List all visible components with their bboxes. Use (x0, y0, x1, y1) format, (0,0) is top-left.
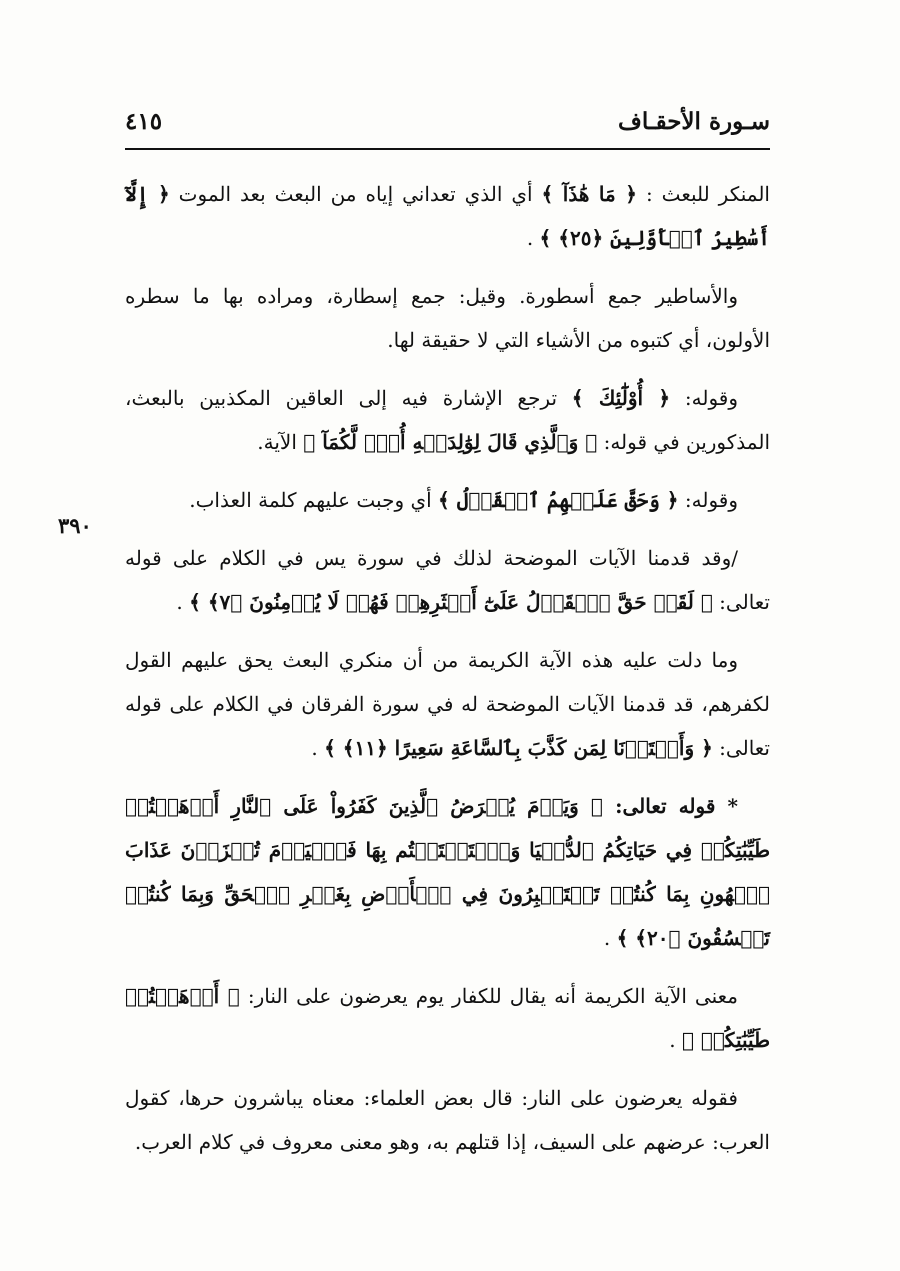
quran-quote: ﴿ وَٱلَّذِي قَالَ لِوَٰلِدَيۡهِ أُفّٖ لَّكُمَآ ﴾ (303, 430, 598, 454)
text-segment: وما دلت عليه هذه الآية الكريمة من أن منكري البعث يحق عليهم القول لكفرهم، قد قدمنا الآيات الموضحة له في سورة الفرقان في الكلام على قوله تعالى: (125, 648, 770, 760)
text-segment: . (176, 590, 190, 614)
text-segment: الآية. (257, 430, 304, 454)
text-segment: أي وجبت عليهم كلمة العذاب. (189, 488, 439, 512)
quran-quote: ﴿ وَحَقَّ عَلَيۡهِمُ ٱلۡقَوۡلُ ﴾ (438, 488, 679, 512)
text-segment: . (603, 926, 617, 950)
paragraph-3 (125, 376, 770, 464)
quran-quote: ﴿ وَيَوۡمَ يُعۡرَضُ ٱلَّذِينَ كَفَرُواْ عَلَى ٱلنَّارِ أَذۡهَبۡتُمۡ طَيِّبَٰتِكُمۡ فِي حَيَاتِكُمُ ٱلدُّنۡيَا وَٱسۡتَمۡتَعۡتُم بِهَا فَٱلۡيَوۡمَ تُجۡزَوۡنَ عَذَابَ ٱلۡهُونِ بِمَا كُنتُمۡ تَسۡتَكۡبِرُونَ فِي ٱلۡأَرۡضِ بِغَيۡرِ ٱلۡحَقِّ وَبِمَا كُنتُمۡ تَفۡسُقُونَ ﴿٢٠﴾ ﴾ (125, 794, 770, 950)
paragraph-8 (125, 974, 770, 1062)
quran-quote: ﴿ إِلَّآ أَسَٰطِيرُ ٱلۡأَوَّلِينَ ﴿٢٥﴾ ﴾ (125, 182, 770, 250)
quran-quote: ﴿ أُوْلَٰٓئِكَ ﴾ (571, 386, 671, 410)
header-rule (125, 148, 770, 150)
text-segment: أي الذي تعداني إياه من البعث بعد الموت (169, 182, 542, 206)
text-segment: والأساطير جمع أسطورة. وقيل: جمع إسطارة، ومراده بها ما سطره الأولون، أي كتبوه من الأشياء التي لا حقيقة لها. (125, 284, 770, 352)
text-segment: وقوله: (678, 488, 738, 512)
page-number: ٤١٥ (125, 108, 163, 135)
text-segment: . (526, 226, 540, 250)
surah-title: سـورة الأحقـاف (617, 108, 770, 135)
text-segment: معنى الآية الكريمة أنه يقال للكفار يوم يعرضون على النار: (239, 984, 738, 1008)
quran-quote: ﴿ أَذۡهَبۡتُمۡ طَيِّبَٰتِكُمۡ ﴾ (125, 984, 770, 1052)
paragraph-9 (125, 1076, 770, 1164)
paragraph-1 (125, 172, 770, 260)
margin-page-reference: ٣٩٠ (58, 513, 92, 538)
text-segment: وقوله: (670, 386, 739, 410)
verse-heading: * قوله تعالى: (602, 794, 739, 818)
page-body (125, 172, 770, 1178)
quran-quote: ﴿ وَأَعۡتَدۡنَا لِمَن كَذَّبَ بِٱلسَّاعَةِ سَعِيرًا ﴿١١﴾ ﴾ (324, 736, 713, 760)
paragraph-6 (125, 638, 770, 770)
text-segment: المنكر للبعث : (637, 182, 770, 206)
quran-quote: ﴿ مَا هَٰذَآ ﴾ (541, 182, 638, 206)
text-segment: . (669, 1028, 682, 1052)
text-segment: فقوله يعرضون على النار: قال بعض العلماء: معناه يباشرون حرها، كقول العرب: عرضهم على السيف، إذا قتلهم به، وهو معنى معروف في كلام العرب. (125, 1086, 770, 1154)
text-segment: /وقد قدمنا الآيات الموضحة لذلك في سورة يس في الكلام على قوله تعالى: (125, 546, 770, 614)
paragraph-5 (125, 536, 770, 624)
paragraph-2 (125, 274, 770, 362)
text-segment: ترجع الإشارة فيه إلى العاقين المكذبين بالبعث، المذكورين في قوله: (125, 386, 770, 454)
paragraph-4 (125, 478, 770, 522)
text-segment: . (311, 736, 325, 760)
quran-quote: ﴿ لَقَدۡ حَقَّ ٱلۡقَوۡلُ عَلَىٰٓ أَكۡثَرِهِمۡ فَهُمۡ لَا يُؤۡمِنُونَ ﴿٧﴾ ﴾ (189, 590, 713, 614)
paragraph-7 (125, 784, 770, 960)
